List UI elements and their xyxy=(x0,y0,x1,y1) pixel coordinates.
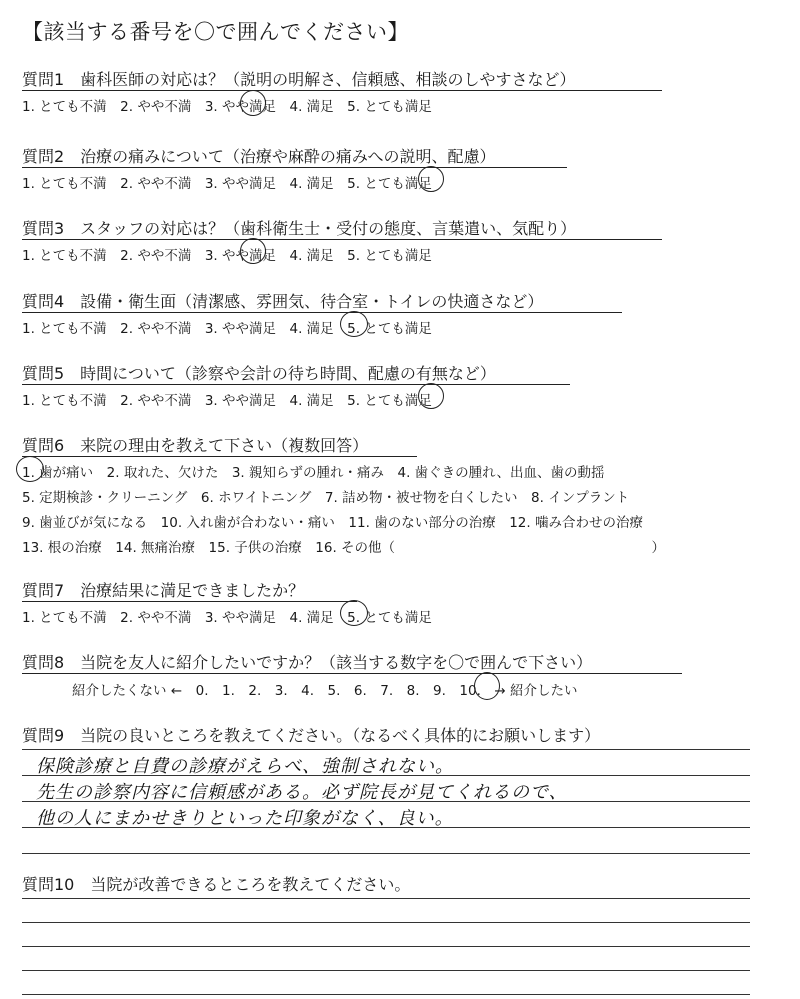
question-1-underline xyxy=(22,90,662,91)
question-6-row-1: 1. 歯が痛い 2. 取れた、欠けた 3. 親知らずの腫れ・痛み 4. 歯ぐきの腫れ、出血、歯の動揺 xyxy=(22,465,605,481)
question-4-answer-circle[interactable] xyxy=(340,311,368,337)
question-3-label: 質問3 スタッフの対応は？（歯科衛生士・受付の態度、言葉遣い、気配り） xyxy=(22,219,577,238)
question-6-label: 質問6 来院の理由を教えて下さい（複数回答） xyxy=(22,436,369,455)
writing-line xyxy=(22,946,750,947)
question-4-label: 質問4 設備・衛生面（清潔感、雰囲気、待合室・トイレの快適さなど） xyxy=(22,292,544,311)
question-8-scale: 紹介したくない ← 0. 1. 2. 3. 4. 5. 6. 7. 8. 9. 10. → 紹介したい xyxy=(72,683,578,699)
question-9-answer-line-1[interactable]: 保険診療と自費の診療がえらべ、強制されない。 xyxy=(36,756,454,777)
question-6-row-4: 13. 根の治療 14. 無痛治療 15. 子供の治療 16. その他（ ） xyxy=(22,540,666,556)
question-6-underline xyxy=(22,456,417,457)
question-7-underline xyxy=(22,601,357,602)
question-1-label: 質問1 歯科医師の対応は？（説明の明解さ、信頼感、相談のしやすさなど） xyxy=(22,70,576,89)
question-2-options: 1. とても不満 2. やや不満 3. やや満足 4. 満足 5. とても満足 xyxy=(22,176,432,192)
question-6-row-3: 9. 歯並びが気になる 10. 入れ歯が合わない・痛い 11. 歯のない部分の治療 12. 噛み合わせの治療 xyxy=(22,515,643,531)
question-4-underline xyxy=(22,312,622,313)
question-6-row-2: 5. 定期検診・クリーニング 6. ホワイトニング 7. 詰め物・被せ物を白くしたい 8. インプラント xyxy=(22,490,630,506)
question-8-underline xyxy=(22,673,682,674)
question-7-label: 質問7 治療結果に満足できましたか？ xyxy=(22,581,305,600)
writing-line xyxy=(22,970,750,971)
writing-line xyxy=(22,994,750,995)
question-5-answer-circle[interactable] xyxy=(418,383,444,409)
question-5-options: 1. とても不満 2. やや不満 3. やや満足 4. 満足 5. とても満足 xyxy=(22,393,432,409)
question-8-label: 質問8 当院を友人に紹介したいですか？（該当する数字を〇で囲んで下さい） xyxy=(22,653,593,672)
question-9-answer-line-3[interactable]: 他の人にまかせきりといった印象がなく、良い。 xyxy=(36,808,454,829)
writing-line xyxy=(22,853,750,854)
question-3-options: 1. とても不満 2. やや不満 3. やや満足 4. 満足 5. とても満足 xyxy=(22,248,432,264)
page-title: 【該当する番号を〇で囲んでください】 xyxy=(22,20,409,44)
question-2-answer-circle[interactable] xyxy=(418,166,444,192)
question-10-label: 質問10 当院が改善できるところを教えてください。 xyxy=(22,875,411,894)
question-6-answer-circle[interactable] xyxy=(16,456,44,482)
question-1-answer-circle[interactable] xyxy=(240,90,266,116)
question-8-answer-circle[interactable] xyxy=(474,672,500,700)
question-7-answer-circle[interactable] xyxy=(340,600,368,626)
question-7-options: 1. とても不満 2. やや不満 3. やや満足 4. 満足 5. とても満足 xyxy=(22,610,432,626)
writing-line xyxy=(22,749,750,750)
question-5-underline xyxy=(22,384,570,385)
question-4-options: 1. とても不満 2. やや不満 3. やや満足 4. 満足 5. とても満足 xyxy=(22,321,432,337)
question-2-label: 質問2 治療の痛みについて（治療や麻酔の痛みへの説明、配慮） xyxy=(22,147,496,166)
question-1-options: 1. とても不満 2. やや不満 3. やや満足 4. 満足 5. とても満足 xyxy=(22,99,432,115)
question-9-answer-line-2[interactable]: 先生の診察内容に信頼感がある。必ず院長が見てくれるので、 xyxy=(36,782,568,803)
question-2-underline xyxy=(22,167,567,168)
question-3-underline xyxy=(22,239,662,240)
question-9-label: 質問9 当院の良いところを教えてください。（なるべく具体的にお願いします） xyxy=(22,726,601,745)
writing-line xyxy=(22,922,750,923)
writing-line xyxy=(22,898,750,899)
question-5-label: 質問5 時間について（診察や会計の待ち時間、配慮の有無など） xyxy=(22,364,496,383)
question-3-answer-circle[interactable] xyxy=(240,238,266,264)
